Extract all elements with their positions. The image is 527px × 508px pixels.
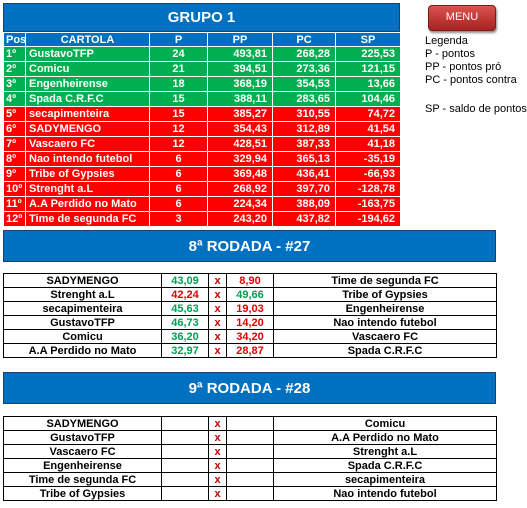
points-balance-cell: 121,15	[336, 62, 401, 77]
versus-cell: x	[209, 487, 227, 501]
home-score-cell: 45,63	[162, 302, 209, 316]
home-team-cell: A.A Perdido no Mato	[4, 344, 162, 358]
standings-row	[4, 77, 401, 92]
away-score-cell: 49,66	[227, 288, 274, 302]
points-balance-cell: 74,72	[336, 107, 401, 122]
away-team-cell: Tribe of Gypsies	[274, 288, 497, 302]
standings-row	[4, 152, 401, 167]
home-team-cell: secapimenteira	[4, 302, 162, 316]
match-row	[4, 330, 497, 344]
home-team-cell: Vascaero FC	[4, 445, 162, 459]
round-27-title: 8ª RODADA - #27	[3, 230, 496, 262]
standings-row	[4, 107, 401, 122]
team-name-cell: SADYMENGO	[26, 122, 150, 137]
points-for-cell: 243,20	[208, 212, 273, 227]
points-for-cell: 268,92	[208, 182, 273, 197]
position-cell: 7º	[4, 137, 26, 152]
match-row	[4, 487, 497, 501]
legend-item-sp: SP - saldo de pontos	[425, 103, 527, 115]
away-score-cell: 28,87	[227, 344, 274, 358]
points-for-cell: 369,48	[208, 167, 273, 182]
points-for-cell: 368,19	[208, 77, 273, 92]
points-balance-cell: -163,75	[336, 197, 401, 212]
points-for-cell: 394,51	[208, 62, 273, 77]
group-title: GRUPO 1	[3, 3, 400, 32]
match-row	[4, 473, 497, 487]
points-against-cell: 273,36	[273, 62, 336, 77]
team-name-cell: Nao intendo futebol	[26, 152, 150, 167]
points-against-cell: 312,89	[273, 122, 336, 137]
standings-table	[3, 32, 401, 227]
team-name-cell: Comicu	[26, 62, 150, 77]
points-balance-cell: -35,19	[336, 152, 401, 167]
match-row	[4, 417, 497, 431]
away-score-cell	[227, 417, 274, 431]
versus-cell: x	[209, 431, 227, 445]
away-team-cell: Strenght a.L	[274, 445, 497, 459]
round-28-title: 9ª RODADA - #28	[3, 372, 496, 404]
position-cell: 8º	[4, 152, 26, 167]
points-for-cell: 428,51	[208, 137, 273, 152]
versus-cell: x	[209, 302, 227, 316]
position-cell: 6º	[4, 122, 26, 137]
home-team-cell: SADYMENGO	[4, 417, 162, 431]
points-balance-cell: -128,78	[336, 182, 401, 197]
position-cell: 10º	[4, 182, 26, 197]
position-cell: 5º	[4, 107, 26, 122]
away-team-cell: Spada C.R.F.C	[274, 459, 497, 473]
col-header-pos: Pos	[4, 33, 26, 47]
away-team-cell: Vascaero FC	[274, 330, 497, 344]
team-name-cell: Spada C.R.F.C	[26, 92, 150, 107]
home-score-cell: 36,20	[162, 330, 209, 344]
away-team-cell: Comicu	[274, 417, 497, 431]
col-header-pc: PC	[273, 33, 336, 47]
home-score-cell	[162, 431, 209, 445]
position-cell: 2º	[4, 62, 26, 77]
away-team-cell: Nao intendo futebol	[274, 316, 497, 330]
home-score-cell	[162, 459, 209, 473]
team-name-cell: secapimenteira	[26, 107, 150, 122]
team-name-cell: Time de segunda FC	[26, 212, 150, 227]
away-team-cell: Engenheirense	[274, 302, 497, 316]
match-row	[4, 302, 497, 316]
match-row	[4, 431, 497, 445]
home-score-cell: 42,24	[162, 288, 209, 302]
col-header-pp: PP	[208, 33, 273, 47]
points-cell: 15	[150, 92, 208, 107]
points-against-cell: 387,33	[273, 137, 336, 152]
standings-row	[4, 197, 401, 212]
match-row	[4, 344, 497, 358]
versus-cell: x	[209, 288, 227, 302]
position-cell: 1º	[4, 47, 26, 62]
versus-cell: x	[209, 459, 227, 473]
points-cell: 6	[150, 152, 208, 167]
team-name-cell: Engenheirense	[26, 77, 150, 92]
round-28-matches	[3, 416, 497, 501]
standings-row	[4, 92, 401, 107]
points-balance-cell: 104,46	[336, 92, 401, 107]
home-team-cell: GustavoTFP	[4, 316, 162, 330]
points-balance-cell: 41,54	[336, 122, 401, 137]
versus-cell: x	[209, 473, 227, 487]
points-cell: 6	[150, 197, 208, 212]
team-name-cell: GustavoTFP	[26, 47, 150, 62]
points-balance-cell: 225,53	[336, 47, 401, 62]
points-against-cell: 397,70	[273, 182, 336, 197]
away-score-cell: 19,03	[227, 302, 274, 316]
home-team-cell: Strenght a.L	[4, 288, 162, 302]
position-cell: 12º	[4, 212, 26, 227]
home-score-cell	[162, 417, 209, 431]
points-cell: 18	[150, 77, 208, 92]
home-score-cell	[162, 445, 209, 459]
away-score-cell	[227, 445, 274, 459]
col-header-cartola: CARTOLA	[26, 33, 150, 47]
match-row	[4, 274, 497, 288]
points-against-cell: 388,09	[273, 197, 336, 212]
versus-cell: x	[209, 316, 227, 330]
versus-cell: x	[209, 344, 227, 358]
versus-cell: x	[209, 445, 227, 459]
points-cell: 3	[150, 212, 208, 227]
match-row	[4, 316, 497, 330]
standings-row	[4, 47, 401, 62]
standings-row	[4, 212, 401, 227]
points-cell: 12	[150, 137, 208, 152]
points-against-cell: 283,65	[273, 92, 336, 107]
away-score-cell	[227, 473, 274, 487]
points-balance-cell: 41,18	[336, 137, 401, 152]
points-against-cell: 436,41	[273, 167, 336, 182]
away-team-cell: Nao intendo futebol	[274, 487, 497, 501]
points-for-cell: 493,81	[208, 47, 273, 62]
points-balance-cell: 13,66	[336, 77, 401, 92]
standings-row	[4, 182, 401, 197]
away-team-cell: A.A Perdido no Mato	[274, 431, 497, 445]
away-score-cell: 8,90	[227, 274, 274, 288]
points-balance-cell: -194,62	[336, 212, 401, 227]
position-cell: 3º	[4, 77, 26, 92]
away-team-cell: secapimenteira	[274, 473, 497, 487]
points-cell: 6	[150, 182, 208, 197]
home-team-cell: GustavoTFP	[4, 431, 162, 445]
round-27-matches	[3, 273, 497, 358]
points-cell: 6	[150, 167, 208, 182]
versus-cell: x	[209, 417, 227, 431]
team-name-cell: Vascaero FC	[26, 137, 150, 152]
points-against-cell: 365,13	[273, 152, 336, 167]
legend-item-p: P - pontos	[425, 48, 475, 60]
menu-button[interactable]: MENU	[428, 5, 496, 31]
standings-row	[4, 137, 401, 152]
match-row	[4, 288, 497, 302]
points-for-cell: 388,11	[208, 92, 273, 107]
away-score-cell	[227, 459, 274, 473]
away-score-cell: 34,20	[227, 330, 274, 344]
away-team-cell: Time de segunda FC	[274, 274, 497, 288]
team-name-cell: A.A Perdido no Mato	[26, 197, 150, 212]
points-for-cell: 329,94	[208, 152, 273, 167]
away-score-cell	[227, 487, 274, 501]
points-against-cell: 268,28	[273, 47, 336, 62]
match-row	[4, 459, 497, 473]
home-team-cell: Engenheirense	[4, 459, 162, 473]
points-for-cell: 354,43	[208, 122, 273, 137]
versus-cell: x	[209, 274, 227, 288]
home-team-cell: Comicu	[4, 330, 162, 344]
col-header-p: P	[150, 33, 208, 47]
home-score-cell	[162, 487, 209, 501]
points-for-cell: 224,34	[208, 197, 273, 212]
home-team-cell: Tribe of Gypsies	[4, 487, 162, 501]
standings-row	[4, 62, 401, 77]
standings-row	[4, 122, 401, 137]
legend-title: Legenda	[425, 35, 468, 47]
home-score-cell: 43,09	[162, 274, 209, 288]
legend-item-pc: PC - pontos contra	[425, 74, 517, 86]
home-team-cell: Time de segunda FC	[4, 473, 162, 487]
legend-item-pp: PP - pontos pró	[425, 61, 502, 73]
points-against-cell: 437,82	[273, 212, 336, 227]
points-against-cell: 354,53	[273, 77, 336, 92]
team-name-cell: Strenght a.L	[26, 182, 150, 197]
home-score-cell: 46,73	[162, 316, 209, 330]
col-header-sp: SP	[336, 33, 401, 47]
points-cell: 21	[150, 62, 208, 77]
position-cell: 11º	[4, 197, 26, 212]
away-team-cell: Spada C.R.F.C	[274, 344, 497, 358]
points-cell: 24	[150, 47, 208, 62]
points-cell: 12	[150, 122, 208, 137]
team-name-cell: Tribe of Gypsies	[26, 167, 150, 182]
standings-header-row	[4, 33, 401, 47]
away-score-cell	[227, 431, 274, 445]
points-cell: 15	[150, 107, 208, 122]
home-team-cell: SADYMENGO	[4, 274, 162, 288]
position-cell: 9º	[4, 167, 26, 182]
home-score-cell: 32,97	[162, 344, 209, 358]
points-for-cell: 385,27	[208, 107, 273, 122]
standings-row	[4, 167, 401, 182]
position-cell: 4º	[4, 92, 26, 107]
points-against-cell: 310,55	[273, 107, 336, 122]
points-balance-cell: -66,93	[336, 167, 401, 182]
versus-cell: x	[209, 330, 227, 344]
home-score-cell	[162, 473, 209, 487]
match-row	[4, 445, 497, 459]
away-score-cell: 14,20	[227, 316, 274, 330]
